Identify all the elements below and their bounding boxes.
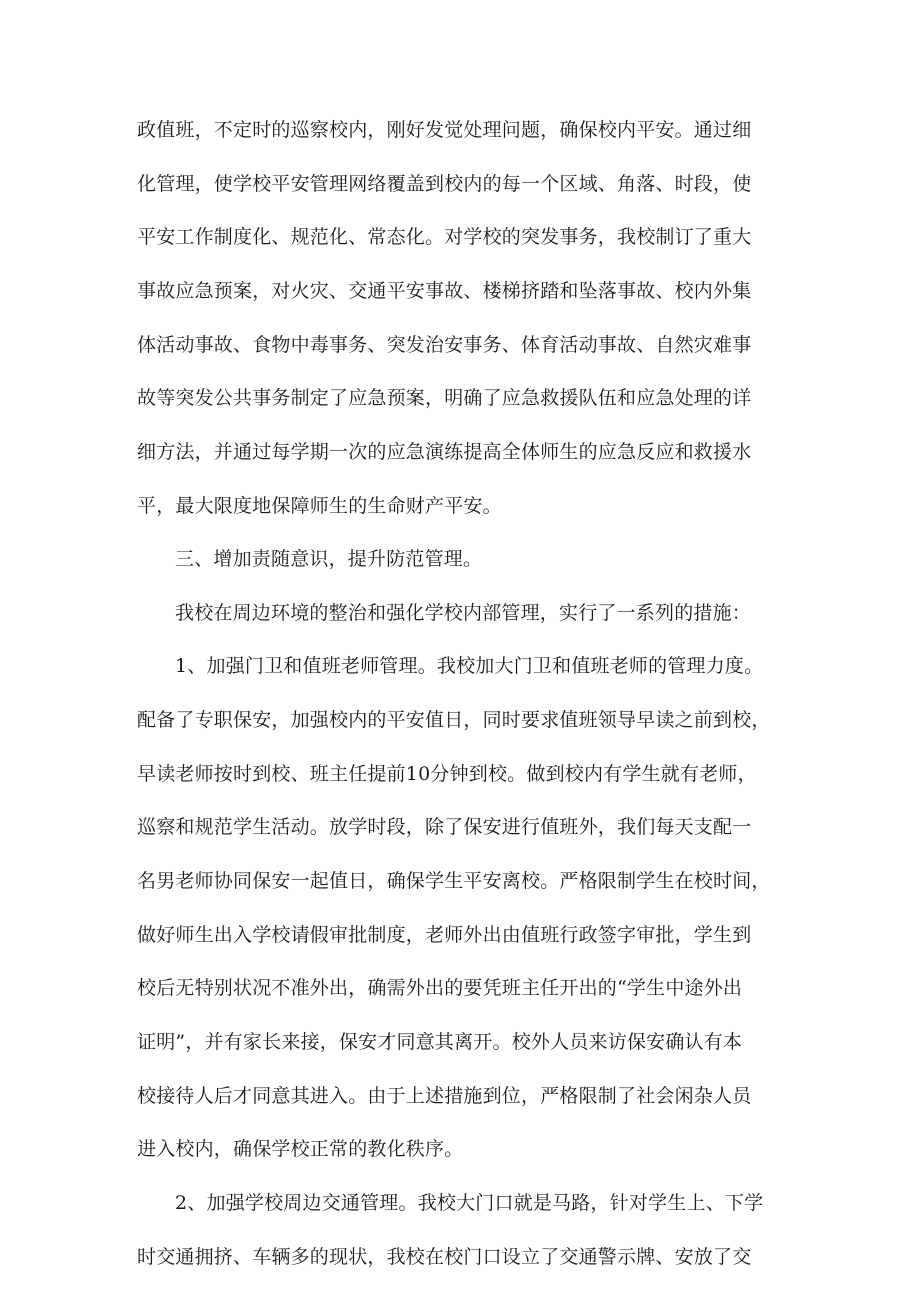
text-line: 做好师生出入学校请假审批制度，老师外出由值班行政签字审批，学生到 [137, 924, 752, 946]
text-line: 平，最大限度地保障师生的生命财产平安。 [137, 495, 502, 517]
text-line: 我校在周边环境的整治和强化学校内部管理，实行了一系列的措施： [175, 602, 752, 624]
text-line: 2、加强学校周边交通管理。我校大门口就是马路，针对学生上、下学 [175, 1192, 764, 1214]
text-line: 校后无特别状况不准外出，确需外出的要凭班主任开出的“学生中途外出 [137, 977, 743, 999]
text-line: 校接待人后才同意其进入。由于上述措施到位，严格限制了社会闲杂人员 [137, 1085, 752, 1107]
text-line: 故等突发公共事务制定了应急预案，明确了应急救援队伍和应急处理的详 [137, 387, 752, 409]
text-line: 1、加强门卫和值班老师管理。我校加大门卫和值班老师的管理力度。 [175, 655, 764, 677]
text-line: 体活动事故、食物中毒事务、突发治安事务、体育活动事故、自然灾难事 [137, 334, 752, 356]
text-line: 配备了专职保安，加强校内的平安值日，同时要求值班领导早读之前到校， [137, 709, 771, 731]
text-line: 政值班，不定时的巡察校内，刚好发觉处理问题，确保校内平安。通过细 [137, 119, 752, 141]
section-heading: 三、增加责随意识，提升防范管理。 [175, 548, 483, 570]
text-line: 证明”，并有家长来接，保安才同意其离开。校外人员来访保安确认有本 [137, 1031, 743, 1053]
text-line: 平安工作制度化、规范化、常态化。对学校的突发事务，我校制订了重大 [137, 226, 752, 248]
text-line: 细方法，并通过每学期一次的应急演练提高全体师生的应急反应和救援水 [137, 441, 752, 463]
text-line: 化管理，使学校平安管理网络覆盖到校内的每一个区域、角落、时段，使 [137, 173, 752, 195]
text-line: 早读老师按时到校、班主任提前10分钟到校。做到校内有学生就有老师， [137, 763, 757, 785]
text-line: 名男老师协同保安一起值日，确保学生平安离校。严格限制学生在校时间， [137, 870, 771, 892]
text-line: 巡察和规范学生活动。放学时段，除了保安进行值班外，我们每天支配一 [137, 816, 752, 838]
text-line: 进入校内，确保学校正常的教化秩序。 [137, 1138, 464, 1160]
text-line: 时交通拥挤、车辆多的现状，我校在校门口设立了交通警示牌、安放了交 [137, 1246, 752, 1268]
text-line: 事故应急预案，对火灾、交通平安事故、楼梯挤踏和坠落事故、校内外集 [137, 280, 752, 302]
